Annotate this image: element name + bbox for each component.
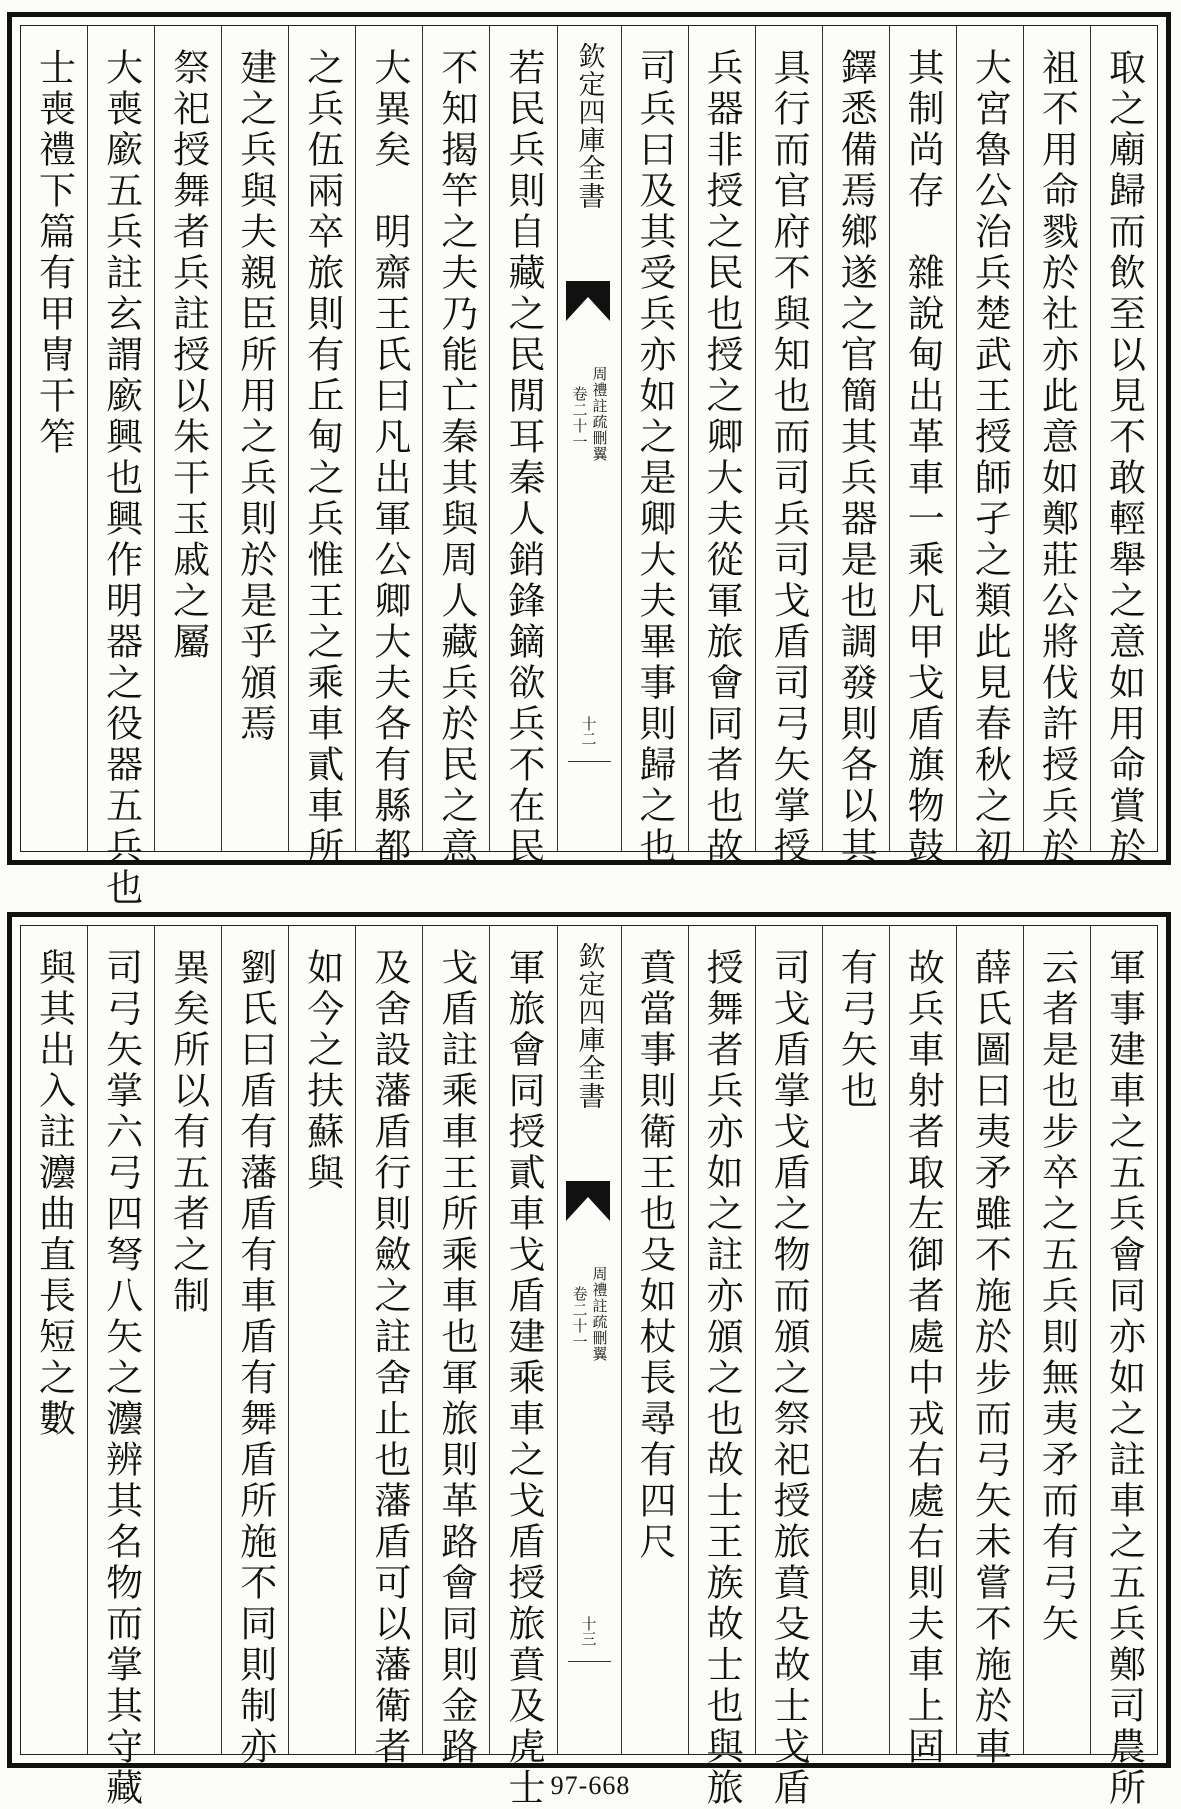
text-column: [755, 26, 822, 868]
text-column: [1090, 926, 1157, 1809]
text-column: [21, 26, 87, 851]
column-text: 及舍設藩盾行則斂之註舍止也藩盾可以藩衛者: [367, 948, 411, 1768]
text-column: [822, 26, 889, 868]
text-column: [87, 26, 154, 909]
center-fold: [557, 926, 621, 1754]
column-text: 大異矣 明齋王氏曰凡出軍公卿大夫各有縣都: [367, 48, 411, 868]
text-column: [355, 26, 422, 868]
fish-tail-mark-icon: [566, 281, 610, 321]
fish-tail-mark-icon: [566, 1181, 610, 1221]
column-text: 鐸悉備焉鄉遂之官簡其兵器是也調發則各以其: [834, 48, 878, 868]
column-text: 祖不用命戮於社亦此意如鄭莊公將伐許授兵於: [1035, 48, 1079, 868]
column-text: 兵器非授之民也授之卿大夫從軍旅會同者也故: [700, 48, 744, 868]
text-column: [154, 926, 221, 1754]
text-column: [355, 926, 422, 1768]
text-column: [889, 26, 956, 868]
text-column: [1090, 26, 1157, 868]
text-column: [822, 926, 889, 1754]
text-column: [288, 26, 355, 868]
center-rule: [568, 761, 611, 762]
column-text: 戈盾註乘車王所乘車也軍旅則革路會同則金路: [434, 948, 478, 1768]
column-text: 建之兵與夫親臣所用之兵則於是乎頒焉: [233, 48, 277, 745]
text-column: [489, 926, 556, 1809]
column-text: 劉氏曰盾有藩盾有車盾有舞盾所施不同則制亦: [233, 948, 277, 1768]
column-text: 軍事建車之五兵會同亦如之註車之五兵鄭司農所: [1102, 948, 1146, 1809]
text-column: [688, 926, 755, 1809]
column-text: 不知揭竿之夫乃能亡秦其與周人藏兵於民之意: [434, 48, 478, 868]
column-text: 若民兵則自藏之民閒耳秦人銷鋒鏑欲兵不在民: [501, 48, 545, 868]
column-text: 云者是也步卒之五兵則無夷矛而有弓矢: [1035, 948, 1079, 1645]
text-column: [221, 926, 288, 1768]
text-column: [154, 26, 221, 851]
column-text: 大宮魯公治兵楚武王授師孑之類此見春秋之初: [968, 48, 1012, 868]
column-text: 薛氏圖曰夷矛雖不施於步而弓矢未嘗不施於車: [968, 948, 1012, 1768]
leaf-number: 十三: [579, 1616, 598, 1646]
column-text: 取之廟歸而飲至以見不敢輕舉之意如用命賞於: [1102, 48, 1146, 868]
text-column: [688, 26, 755, 868]
center-fold: [557, 26, 621, 851]
text-column: [1023, 926, 1090, 1754]
book-title: 周禮註疏刪翼: [590, 1266, 609, 1362]
text-column: [21, 926, 87, 1754]
page-number: 97-668: [550, 1771, 631, 1800]
leaf-number: 十二: [579, 716, 598, 746]
text-column: [956, 26, 1023, 868]
book-title: 周禮註疏刪翼: [590, 366, 609, 462]
text-column: [956, 926, 1023, 1768]
column-text: 司戈盾掌戈盾之物而頒之祭祀授旅賁殳故士戈盾: [767, 948, 811, 1809]
text-column: [422, 26, 489, 868]
column-text: 異矣所以有五者之制: [166, 948, 210, 1317]
column-text: 有弓矢也: [834, 948, 878, 1112]
text-column: [621, 26, 688, 868]
text-column: [87, 926, 154, 1809]
column-text: 司弓矢掌六弓四弩八矢之灋辨其名物而掌其守藏: [99, 948, 143, 1809]
center-fold-title: 欽定四庫全書: [573, 42, 605, 210]
column-text: 司兵曰及其受兵亦如之是卿大夫畢事則歸之也: [633, 48, 677, 868]
column-text: 如今之扶蘇與: [300, 948, 344, 1194]
column-text: 祭祀授舞者兵註授以朱干玉戚之屬: [166, 48, 210, 663]
column-text: 軍旅會同授貳車戈盾建乘車之戈盾授旅賁及虎士: [501, 948, 545, 1809]
volume-label: 卷二十一: [570, 386, 589, 450]
center-fold-title: 欽定四庫全書: [573, 942, 605, 1110]
column-text: 與其出入註灋曲直長短之數: [32, 948, 76, 1440]
top-leaf-frame: [20, 25, 1158, 909]
text-column: [621, 926, 688, 1754]
text-column: [288, 926, 355, 1754]
column-text: 其制尚存 雜說甸出革車一乘凡甲戈盾旗物鼓: [901, 48, 945, 868]
column-text: 授舞者兵亦如之註亦頒之也故士王族故士也與旅: [700, 948, 744, 1809]
text-column: [422, 926, 489, 1768]
center-rule: [568, 1661, 611, 1662]
text-column: [1023, 26, 1090, 868]
column-text: 故兵車射者取左御者處中戎右處右則夫車上固: [901, 948, 945, 1768]
column-text: 士喪禮下篇有甲冑干笮: [32, 48, 76, 458]
text-column: [889, 926, 956, 1768]
text-column: [755, 926, 822, 1809]
column-text: 具行而官府不與知也而司兵司戈盾司弓矢掌授: [767, 48, 811, 868]
top-leaf: [7, 12, 1171, 909]
text-column: [489, 26, 556, 868]
column-text: 賁當事則衛王也殳如杖長尋有四尺: [633, 948, 677, 1563]
volume-label: 卷二十一: [570, 1286, 589, 1350]
column-text: 大喪廞五兵註玄謂廞興也興作明器之役器五兵也: [99, 48, 143, 909]
text-column: [221, 26, 288, 851]
column-text: 之兵伍兩卒旅則有丘甸之兵惟王之乘車貳車所: [300, 48, 344, 868]
